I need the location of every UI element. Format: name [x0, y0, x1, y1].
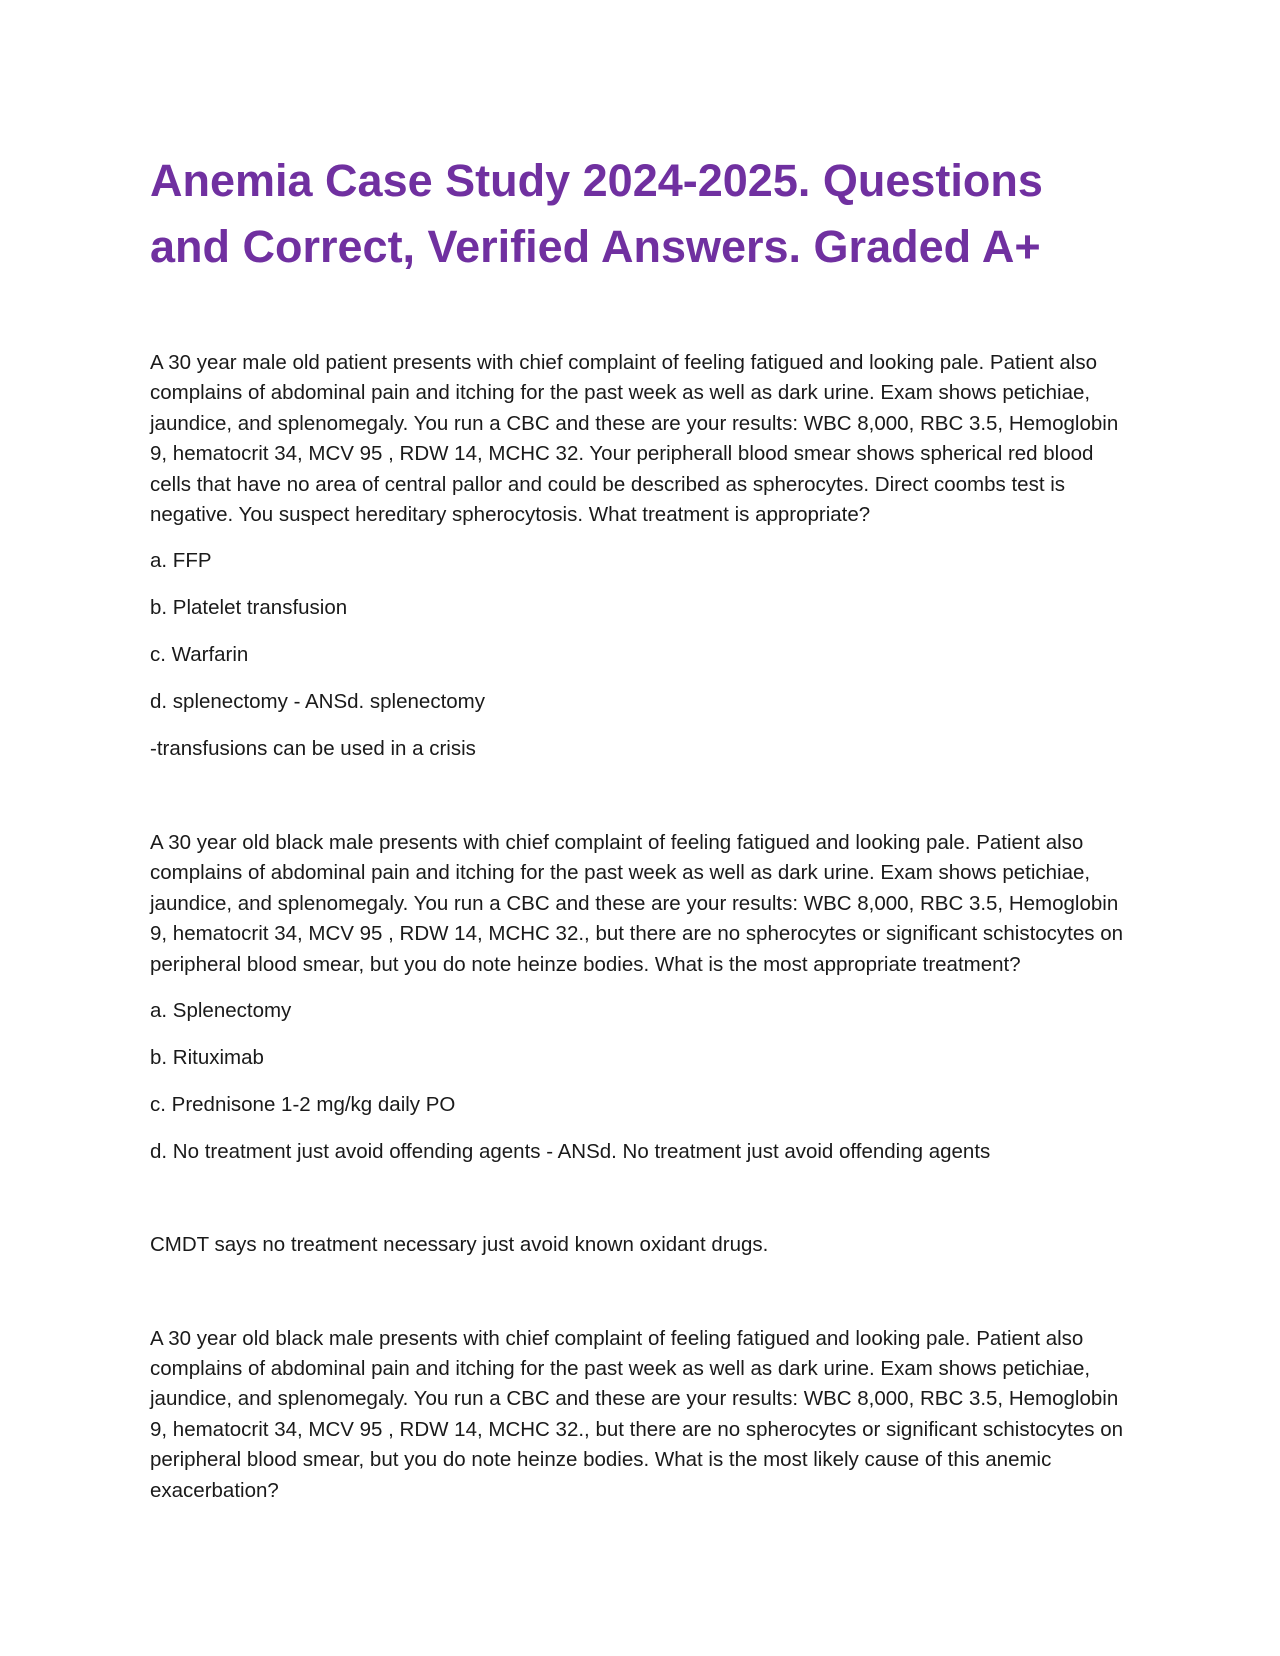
question-3 — [150, 1324, 1130, 1506]
answer-option-c: c. Warfarin — [150, 643, 249, 667]
question-1 — [150, 348, 1130, 764]
answer-note: CMDT says no treatment necessary just avoid known oxidant drugs. — [150, 1232, 769, 1256]
spacer — [150, 1277, 1130, 1324]
question-2 — [150, 828, 1130, 1260]
question-stem: A 30 year male old patient presents with chief complaint of feeling fatigued and looking pale. Patient also complains of abdominal pain and itching for the past week as well as dark urine. Exam shows petichiae, jaundice, and splenomegaly. You run a CBC and these are your results: WBC 8,000, RBC 3.5, Hemoglobin 9, hematocrit 34, MCV 95 , RDW 14, MCHC 32. Your peripherall blood smear shows spherical red blood cells that have no area of central pallor and could be described as spherocytes. Direct coombs test is negative. You suspect hereditary spherocytosis. What treatment is appropriate? — [150, 351, 1119, 527]
question-stem: A 30 year old black male presents with chief complaint of feeling fatigued and looking pale. Patient also complains of abdominal pain and itching for the past week as well as dark urine. Exam shows petichiae, jaundice, and splenomegaly. You run a CBC and these are your results: WBC 8,000, RBC 3.5, Hemoglobin 9, hematocrit 34, MCV 95 , RDW 14, MCHC 32., but there are no spherocytes or significant schistocytes on peripheral blood smear, but you do note heinze bodies. What is the most appropriate treatment? — [150, 830, 1124, 976]
answer-option-b: b. Rituximab — [150, 1045, 264, 1069]
question-stem: A 30 year old black male presents with chief complaint of feeling fatigued and looking pale. Patient also complains of abdominal pain and itching for the past week as well as dark urine. Exam shows petichiae, jaundice, and splenomegaly. You run a CBC and these are your results: WBC 8,000, RBC 3.5, Hemoglobin 9, hematocrit 34, MCV 95 , RDW 14, MCHC 32., but there are no spherocytes or significant schistocytes on peripheral blood smear, but you do note heinze bodies. What is the most likely cause of this anemic exacerbation? — [150, 1326, 1124, 1502]
document-page — [150, 148, 1130, 1522]
answer-option-b: b. Platelet transfusion — [150, 596, 348, 620]
answer-option-d: d. splenectomy - ANSd. splenectomy — [150, 690, 485, 714]
answer-option-c: c. Prednisone 1-2 mg/kg daily PO — [150, 1092, 456, 1116]
answer-option-d: d. No treatment just avoid offending agents - ANSd. No treatment just avoid offending agents — [150, 1139, 991, 1163]
spacer — [150, 781, 1130, 828]
answer-option-a: a. FFP — [150, 549, 212, 573]
document-title: Anemia Case Study 2024-2025. Questions and Correct, Verified Answers. Graded A+ — [150, 155, 1043, 272]
answer-note: -transfusions can be used in a crisis — [150, 737, 476, 761]
answer-option-a: a. Splenectomy — [150, 999, 292, 1022]
spacer — [150, 1184, 1130, 1230]
